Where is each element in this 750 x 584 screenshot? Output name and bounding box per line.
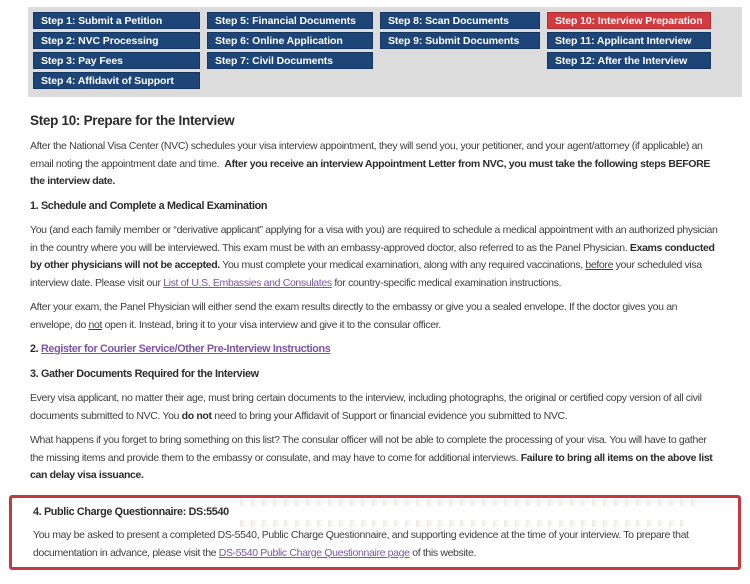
text-segment: Exams conducted by other physicians will not be accepted. — [30, 241, 715, 271]
section-heading-medical: 1. Schedule and Complete a Medical Examination — [30, 199, 268, 212]
text-segment: Every visa applicant, no matter their age, must bring certain documents to the interview, including photographs, the original or certified copy version of all civil documents submitted to NVC. You — [30, 392, 702, 422]
nav-column-3 — [380, 12, 540, 52]
main-content — [0, 97, 750, 570]
nav-step-7[interactable]: Step 7: Civil Documents — [207, 52, 373, 69]
text-segment: What happens if you forget to bring something on this list? The consular officer will not be able to complete the processing of your visa. You will have to gather the missing items and provide them to the embassy or consulate, and may have to come for additional interviews. — [30, 434, 707, 464]
nav-step-3[interactable]: Step 3: Pay Fees — [33, 52, 200, 69]
text-segment: After the National Visa Center (NVC) schedules your visa interview appointment, they will send you, your petitioner, and your agent/attorney (if applicable) an email noting the appointment date and time. — [30, 140, 703, 170]
text-segment: of this website. — [409, 546, 477, 559]
intro-paragraph — [30, 138, 722, 191]
text-segment: You (and each family member or “derivative applicant” applying for a visa with you) are required to schedule a medical appointment with an authorized physician in the country where you will be interviewed. This exam must be with an embassy-approved doctor, also referred to as the Panel Physician. — [30, 224, 718, 254]
nav-step-10-active[interactable]: Step 10: Interview Preparation — [547, 12, 711, 29]
text-segment: Failure to bring all items on the above list can delay visa issuance. — [30, 451, 713, 481]
text-segment: before — [585, 259, 614, 271]
nav-step-12[interactable]: Step 12: After the Interview — [547, 52, 711, 69]
highlight-box-public-charge — [9, 495, 741, 571]
page-title: Step 10: Prepare for the Interview — [30, 113, 235, 128]
section-heading-courier — [30, 341, 722, 359]
nav-column-1 — [33, 12, 200, 92]
after-exam-paragraph — [30, 299, 722, 334]
text-segment: for country-specific medical examination instructions. — [331, 276, 562, 289]
step-navigation — [28, 7, 742, 97]
text-segment: need to bring your Affidavit of Support or financial evidence you submitted to NVC. — [211, 409, 568, 422]
nav-column-2 — [207, 12, 373, 72]
nav-step-5[interactable]: Step 5: Financial Documents — [207, 12, 373, 29]
nav-step-9[interactable]: Step 9: Submit Documents — [380, 32, 540, 49]
nav-step-8[interactable]: Step 8: Scan Documents — [380, 12, 540, 29]
text-segment: After your exam, the Panel Physician will either send the exam results directly to the embassy or give you a sealed envelope. If the doctor gives you an envelope, do — [30, 301, 678, 331]
section-heading-gather: 3. Gather Documents Required for the Interview — [30, 367, 259, 380]
medical-paragraph — [30, 222, 722, 292]
nav-step-4[interactable]: Step 4: Affidavit of Support — [33, 72, 200, 89]
nav-column-4 — [547, 12, 711, 72]
inline-link[interactable]: List of U.S. Embassies and Consulates — [163, 276, 332, 289]
nav-step-2[interactable]: Step 2: NVC Processing — [33, 32, 200, 49]
public-charge-paragraph — [33, 527, 718, 562]
text-segment: open it. Instead, bring it to your visa interview and give it to the consular officer. — [102, 318, 441, 331]
forget-paragraph — [30, 432, 722, 485]
inline-link[interactable]: DS-5540 Public Charge Questionnaire page — [218, 546, 410, 559]
nav-step-11[interactable]: Step 11: Applicant Interview — [547, 32, 711, 49]
documents-paragraph — [30, 390, 722, 425]
nav-step-6[interactable]: Step 6: Online Application — [207, 32, 373, 49]
text-segment: After you receive an interview Appointment Letter from NVC, you must take the following steps BEFORE the interview date. — [30, 157, 711, 187]
text-segment: You must complete your medical examination, along with any required vaccinations, — [219, 259, 586, 271]
text-segment: do not — [181, 409, 212, 422]
text-segment: your scheduled visa interview date. Please visit our — [30, 259, 702, 289]
text-segment: not — [88, 318, 103, 331]
text-segment: 2. — [30, 343, 41, 355]
nav-step-1[interactable]: Step 1: Submit a Petition — [33, 12, 200, 29]
text-segment: You may be asked to present a completed DS-5540, Public Charge Questionnaire, and supporting evidence at the time of your interview. To prepare that documentation in advance, please visit the — [33, 529, 689, 559]
inline-link[interactable]: Register for Courier Service/Other Pre-Interview Instructions — [40, 343, 331, 355]
section-heading-public-charge: 4. Public Charge Questionnaire: DS:5540 — [33, 505, 229, 518]
